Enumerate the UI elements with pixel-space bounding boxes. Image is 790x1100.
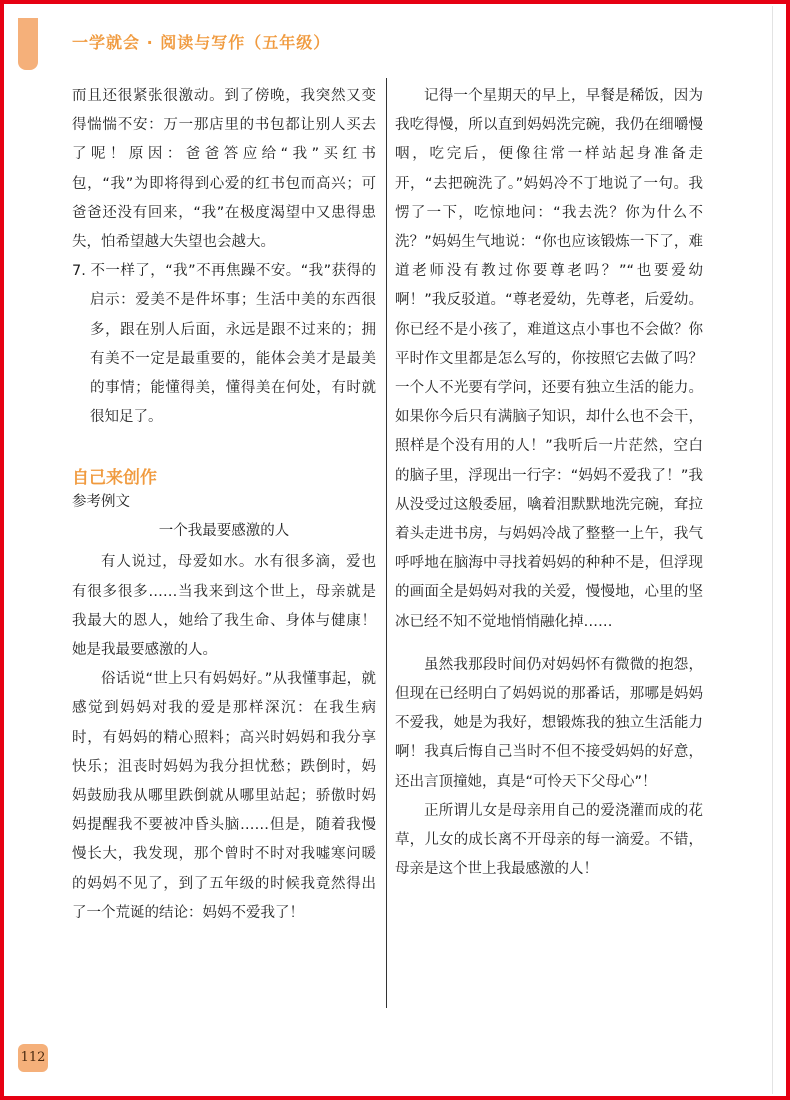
- answer-continuation: 而且还很紧张很激动。到了傍晚，我突然又变得惴惴不安：万一那店里的书包都让别人买去了呢！原因：爸爸答应给“我”买红书包，“我”为即将得到心爱的红书包而高兴；可爸爸还没有回来，“我”在极度渴望中又患得患失，怕希望越大失望也会越大。: [72, 88, 376, 251]
- header-tab: [18, 18, 38, 70]
- page-edge-line: [772, 6, 773, 1094]
- header-title: 一学就会 · 阅读与写作（五年级）: [72, 33, 331, 52]
- reference-label: 参考例文: [72, 494, 130, 511]
- column-divider: [386, 78, 387, 1008]
- essay-paragraph: 虽然我那段时间仍对妈妈怀有微微的抱怨，但现在已经明白了妈妈说的那番话，那哪是妈妈不爱我，她是为我好，想锻炼我的独立生活能力啊！我真后悔自己当时不但不接受妈妈的好意，还出言顶撞她，真是“可怜天下父母心”！: [395, 656, 703, 790]
- section-heading: 自己来创作: [72, 468, 157, 489]
- essay-title: 一个我最要感激的人: [158, 523, 290, 540]
- essay-paragraph: 记得一个星期天的早上，早餐是稀饭，因为我吃得慢，所以直到妈妈洗完碗，我仍在细嚼慢咽，吃完后，便像往常一样站起身准备走开，“去把碗洗了。”妈妈冷不丁地说了一句。我愣了一下，吃惊地问：“我去洗？你为什么不洗？”妈妈生气地说：“你也应该锻炼一下了，难道老师没有教过你要尊老吗？”“也要爱幼啊！”我反驳道。“尊老爱幼，先尊老，后爱幼。你已经不是小孩了，难道这点小事也不会做？你平时作文里都是怎么写的，你按照它去做了吗？一个人不光要有学问，还要有独立生活的能力。如果你今后只有满脑子知识，却什么也不会干，照样是个没有用的人！”我听后一片茫然，空白的脑子里，浮现出一行字：“妈妈不爱我了！”我从没受过这般委屈，噙着泪默默地洗完碗，耷拉着头走进书房，与妈妈冷战了整整一上午，我气呼呼地在脑海中寻找着妈妈的种种不是，但浮现的画面全是妈妈对我的关爱，慢慢地，心里的坚冰已经不知不觉地悄悄融化掉……: [395, 88, 703, 630]
- essay-paragraph: 正所谓儿女是母亲用自己的爱浇灌而成的花草，儿女的成长离不开母亲的每一滴爱。不错，母亲是这个世上我最感激的人！: [395, 802, 703, 878]
- page-number: 112: [18, 1044, 48, 1072]
- right-column: [395, 82, 703, 884]
- item-number: 7.: [72, 263, 86, 280]
- essay-paragraph: 俗话说“世上只有妈妈好。”从我懂事起，就感觉到妈妈对我的爱是那样深沉：在我生病时，有妈妈的精心照料；高兴时妈妈和我分享快乐；沮丧时妈妈为我分担忧愁；跌倒时，妈妈鼓励我从哪里跌倒就从哪里站起；骄傲时妈妈提醒我不要被冲昏头脑……但是，随着我慢慢长大，我发现，那个曾时不时对我嘘寒问暖的妈妈不见了，到了五年级的时候我竟然得出了一个荒诞的结论：妈妈不爱我了！: [72, 671, 376, 921]
- essay-paragraph: 有人说过，母爱如水。水有很多滴，爱也有很多很多……当我来到这个世上，母亲就是我最大的恩人，她给了我生命、身体与健康！她是我最要感激的人。: [72, 554, 376, 659]
- answer-item-7: [72, 257, 376, 432]
- left-column: [72, 82, 376, 928]
- item-text: 不一样了，“我”不再焦躁不安。“我”获得的启示：爱美不是件坏事；生活中美的东西很多，跟在别人后面，永远是跟不过来的；拥有美不一定是最重要的，能体会美才是最美的事情；能懂得美，懂得美在何处，有时就很知足了。: [90, 263, 376, 426]
- paragraph-gap: [395, 637, 703, 651]
